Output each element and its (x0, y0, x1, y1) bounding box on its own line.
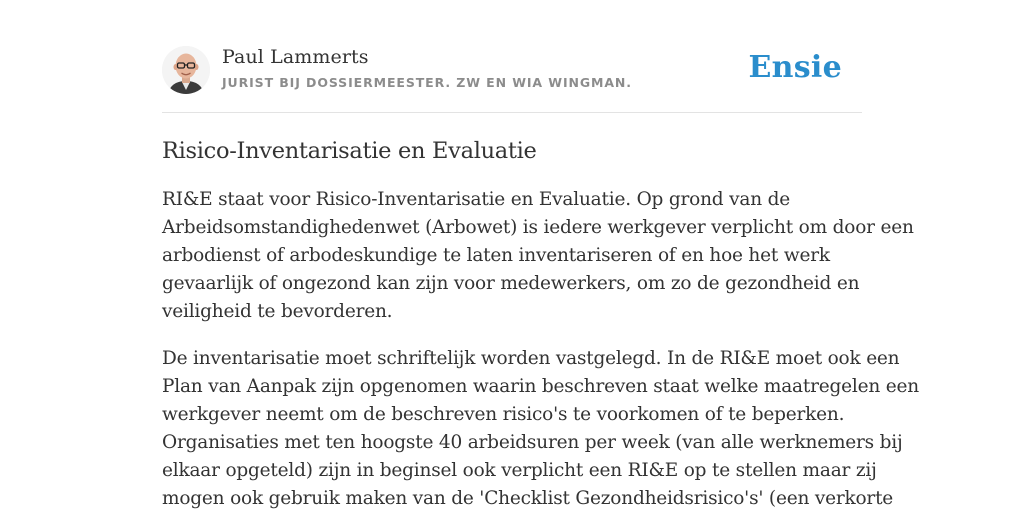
text-line: mogen ook gebruik maken van de 'Checklist Gezondheidsrisico's' (een verkorte (162, 488, 894, 509)
post-card (162, 44, 919, 512)
text-line: arbodienst of arbodeskundige te laten inventariseren of en hoe het werk (162, 245, 830, 266)
author-name[interactable]: Paul Lammerts (222, 46, 369, 68)
text-line: gevaarlijk of ongezond kan zijn voor medewerkers, om zo de gezondheid en (162, 273, 860, 294)
author-avatar[interactable] (162, 46, 210, 94)
text-line: Plan van Aanpak zijn opgenomen waarin beschreven staat welke maatregelen een (162, 376, 919, 397)
post-paragraph-1 (162, 186, 914, 326)
author-bio: JURIST BIJ DOSSIERMEESTER. ZW EN WIA WINGMAN. (222, 75, 632, 90)
author-header (162, 44, 862, 113)
text-line: Organisaties met ten hoogste 40 arbeidsuren per week (van alle werknemers bij (162, 432, 903, 453)
text-line: elkaar opgeteld) zijn in beginsel ook verplicht een RI&E op te stellen maar zij (162, 460, 877, 481)
text-line: werkgever neemt om de beschreven risico's te voorkomen of te beperken. (162, 404, 845, 425)
ensie-logo[interactable]: Ensie (748, 50, 842, 85)
text-line: Arbeidsomstandighedenwet (Arbowet) is iedere werkgever verplicht om door een (162, 217, 914, 238)
post-title: Risico-Inventarisatie en Evaluatie (162, 138, 537, 164)
text-line: veiligheid te bevorderen. (162, 301, 393, 322)
post-paragraph-2 (162, 345, 919, 512)
text-line: De inventarisatie moet schriftelijk worden vastgelegd. In de RI&E moet ook een (162, 348, 900, 369)
person-photo-icon (162, 46, 210, 94)
text-line: RI&E staat voor Risico-Inventarisatie en Evaluatie. Op grond van de (162, 189, 790, 210)
